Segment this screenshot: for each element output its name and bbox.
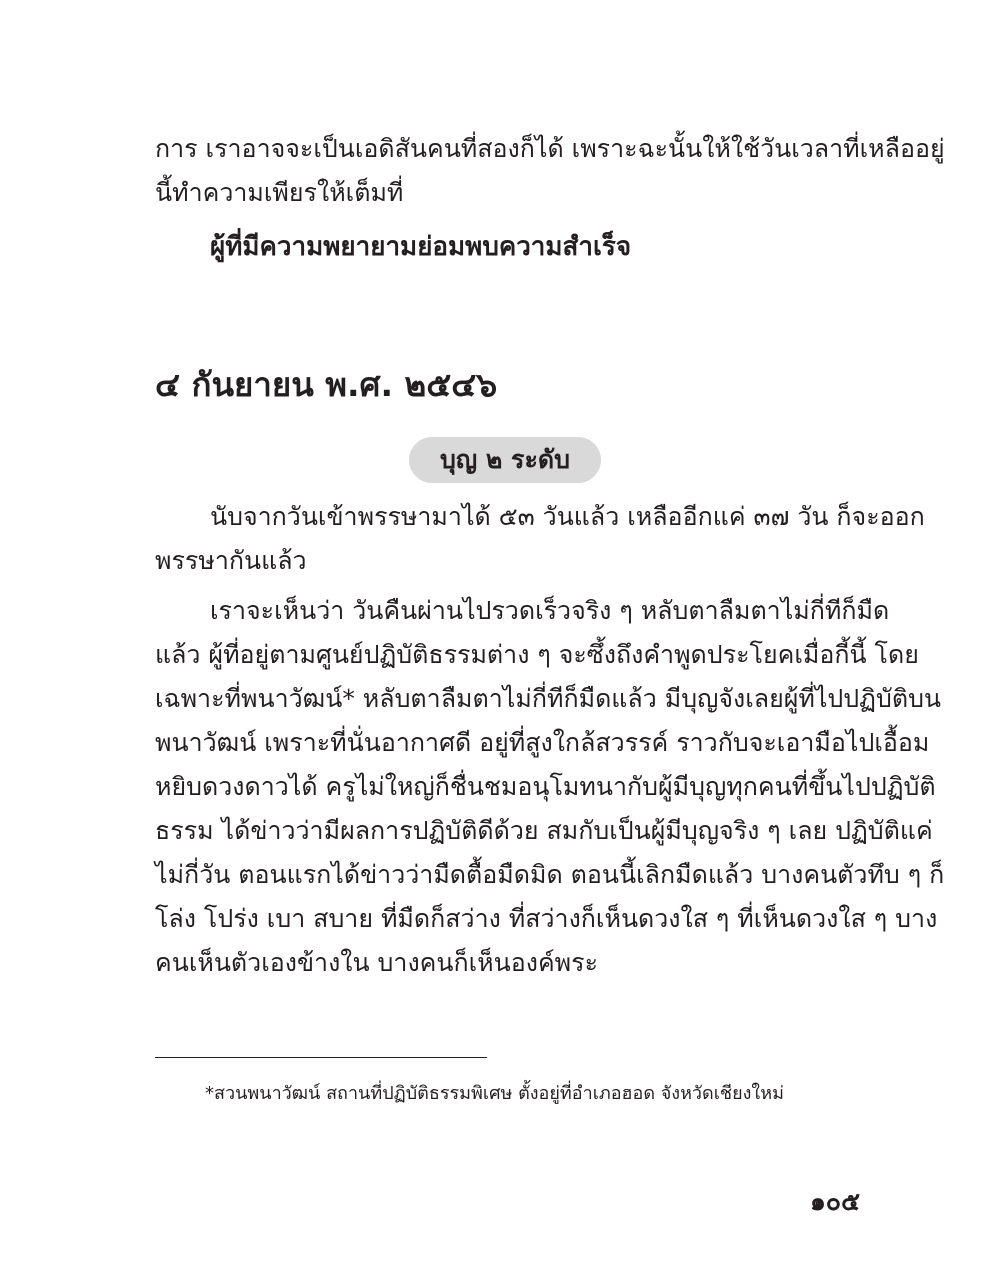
emphasis-line: ผู้ที่มีความพยายามย่อมพบความสำเร็จ	[210, 232, 632, 262]
paragraph-line: นับจากวันเข้าพรรษามาได้ ๕๓ วันแล้ว เหลืออีกแค่ ๓๗ วัน ก็จะออก	[210, 502, 925, 531]
paragraph-line: นี้ทำความเพียรให้เต็มที่	[155, 178, 404, 207]
paragraph-line: พรรษากันแล้ว	[155, 546, 307, 575]
paragraph-line: ไม่กี่วัน ตอนแรกได้ข่าวว่ามืดตื้อมืดมิด ตอนนี้เลิกมืดแล้ว บางคนตัวทึบ ๆ ก็	[155, 860, 945, 889]
paragraph-line: เฉพาะที่พนาวัฒน์* หลับตาลืมตาไม่กี่ทีก็มืดแล้ว มีบุญจังเลยผู้ที่ไปปฏิบัติบน	[155, 684, 942, 713]
paragraph-line: แล้ว ผู้ที่อยู่ตามศูนย์ปฏิบัติธรรมต่าง ๆ จะซึ้งถึงคำพูดประโยคเมื่อกี้นี้ โดย	[155, 640, 919, 669]
footnote: *สวนพนาวัฒน์ สถานที่ปฏิบัติธรรมพิเศษ ตั้งอยู่ที่อำเภอฮอด จังหวัดเชียงใหม่	[205, 1083, 784, 1104]
paragraph-line: ธรรม ได้ข่าวว่ามีผลการปฏิบัติดีด้วย สมกับเป็นผู้มีบุญจริง ๆ เลย ปฏิบัติแค่	[155, 816, 933, 845]
paragraph-line: โล่ง โปร่ง เบา สบาย ที่มืดก็สว่าง ที่สว่างก็เห็นดวงใส ๆ ที่เห็นดวงใส ๆ บาง	[155, 904, 938, 933]
paragraph-1	[155, 495, 925, 583]
date-heading: ๔ กันยายน พ.ศ. ๒๕๔๖	[155, 365, 498, 404]
intro-paragraph	[155, 127, 945, 215]
paragraph-line: เราจะเห็นว่า วันคืนผ่านไปรวดเร็วจริง ๆ หลับตาลืมตาไม่กี่ทีก็มืด	[210, 596, 890, 625]
paragraph-line: คนเห็นตัวเองข้างใน บางคนก็เห็นองค์พระ	[155, 948, 599, 977]
paragraph-line: หยิบดวงดาวได้ ครูไม่ใหญ่ก็ชื่นชมอนุโมทนากับผู้มีบุญทุกคนที่ขึ้นไปปฏิบัติ	[155, 772, 936, 801]
section-title-badge	[409, 437, 601, 483]
paragraph-line: พนาวัฒน์ เพราะที่นั่นอากาศดี อยู่ที่สูงใกล้สวรรค์ ราวกับจะเอามือไปเอื้อม	[155, 728, 930, 757]
paragraph-2	[155, 589, 945, 985]
section-title: บุญ ๒ ระดับ	[439, 445, 571, 474]
page-number: ๑๐๕	[809, 1187, 860, 1216]
paragraph-line: การ เราอาจจะเป็นเอดิสันคนที่สองก็ได้ เพราะฉะนั้นให้ใช้วันเวลาที่เหลืออยู่	[155, 134, 945, 163]
footnote-divider	[155, 1057, 487, 1058]
